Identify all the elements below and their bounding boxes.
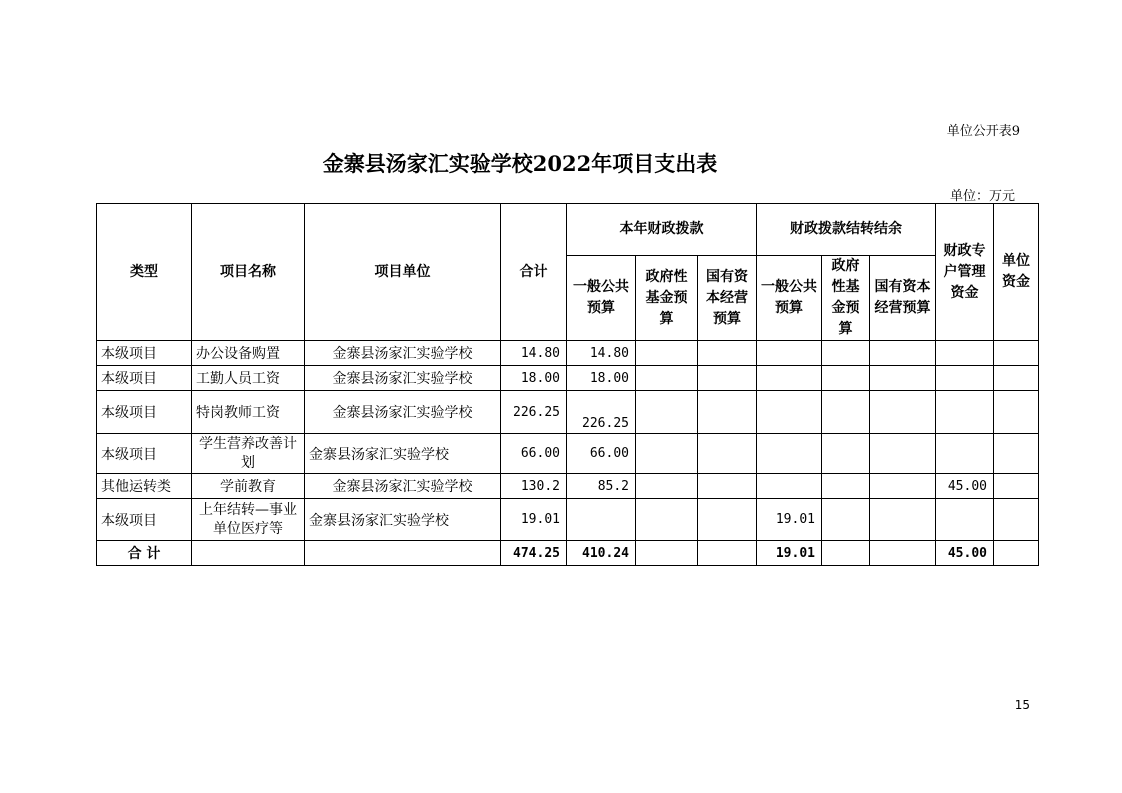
page-number: 15: [1014, 698, 1030, 712]
unit-label: 单位：万元: [949, 189, 1015, 204]
row-state-capital: [698, 434, 757, 474]
row-project-unit: 金寨县汤家汇实验学校: [305, 366, 501, 391]
summary-special-fund: 45.00: [936, 541, 994, 566]
row-unit-fund: [994, 474, 1039, 499]
row-project-name: 工勤人员工资: [192, 366, 305, 391]
summary-empty-name: [192, 541, 305, 566]
row-carryover-general: [757, 434, 822, 474]
summary-unit-fund: [994, 541, 1039, 566]
table-row: [97, 499, 1039, 541]
row-general-budget: 66.00: [567, 434, 636, 474]
row-carryover-gov-fund: [822, 366, 870, 391]
row-carryover-gov-fund: [822, 341, 870, 366]
row-general-budget: [567, 499, 636, 541]
row-carryover-state-capital: [870, 499, 936, 541]
row-gov-fund: [636, 499, 698, 541]
row-special-fund: [936, 366, 994, 391]
row-carryover-gov-fund: [822, 434, 870, 474]
summary-carryover-gov-fund: [822, 541, 870, 566]
row-carryover-general: [757, 341, 822, 366]
row-project-unit: 金寨县汤家汇实验学校: [305, 391, 501, 434]
row-gov-fund: [636, 474, 698, 499]
header-state-capital-budget: 国有资本经营预算: [698, 256, 757, 341]
summary-carryover-state-capital: [870, 541, 936, 566]
project-expenditure-table: [96, 203, 1039, 566]
row-special-fund: 45.00: [936, 474, 994, 499]
row-special-fund: [936, 499, 994, 541]
table-row: [97, 341, 1039, 366]
row-carryover-state-capital: [870, 366, 936, 391]
row-state-capital: [698, 499, 757, 541]
header-current-year-appropriation: 本年财政拨款: [567, 204, 757, 256]
row-type: 本级项目: [97, 499, 192, 541]
header-project-unit: 项目单位: [305, 204, 501, 341]
row-type: 本级项目: [97, 391, 192, 434]
row-carryover-gov-fund: [822, 474, 870, 499]
row-total: 18.00: [501, 366, 567, 391]
form-number: 单位公开表9: [946, 124, 1020, 139]
summary-empty-unit: [305, 541, 501, 566]
row-general-budget: 18.00: [567, 366, 636, 391]
header-general-public-budget: 一般公共预算: [567, 256, 636, 341]
row-unit-fund: [994, 366, 1039, 391]
header-carryover-state-capital-budget: 国有资本经营预算: [870, 256, 936, 341]
page-title: 金寨县汤家汇实验学校2022年项目支出表: [322, 151, 718, 176]
summary-total: 474.25: [501, 541, 567, 566]
summary-carryover-general: 19.01: [757, 541, 822, 566]
row-type: 本级项目: [97, 341, 192, 366]
header-government-fund-budget: 政府性基金预算: [636, 256, 698, 341]
row-type: 本级项目: [97, 434, 192, 474]
row-project-name: 上年结转—事业单位医疗等: [192, 499, 305, 541]
row-project-unit: 金寨县汤家汇实验学校: [305, 499, 501, 541]
header-unit-fund: 单位资金: [994, 204, 1039, 341]
header-row-1: [97, 204, 1039, 256]
header-project-name: 项目名称: [192, 204, 305, 341]
row-carryover-gov-fund: [822, 499, 870, 541]
row-total: 66.00: [501, 434, 567, 474]
row-project-name: 学前教育: [192, 474, 305, 499]
row-project-name: 办公设备购置: [192, 341, 305, 366]
row-total: 130.2: [501, 474, 567, 499]
row-state-capital: [698, 366, 757, 391]
header-type: 类型: [97, 204, 192, 341]
summary-general-budget: 410.24: [567, 541, 636, 566]
header-carryover-general-public-budget: 一般公共预算: [757, 256, 822, 341]
header-carryover-government-fund-budget: 政府性基金预算: [822, 256, 870, 341]
row-general-budget: 85.2: [567, 474, 636, 499]
row-unit-fund: [994, 434, 1039, 474]
row-total: 19.01: [501, 499, 567, 541]
row-carryover-general: [757, 391, 822, 434]
row-carryover-state-capital: [870, 391, 936, 434]
row-project-unit: 金寨县汤家汇实验学校: [305, 341, 501, 366]
header-total: 合计: [501, 204, 567, 341]
row-unit-fund: [994, 499, 1039, 541]
row-type: 其他运转类: [97, 474, 192, 499]
row-unit-fund: [994, 391, 1039, 434]
row-special-fund: [936, 391, 994, 434]
header-carryover-balance: 财政拨款结转结余: [757, 204, 936, 256]
row-gov-fund: [636, 434, 698, 474]
row-special-fund: [936, 341, 994, 366]
row-carryover-general: 19.01: [757, 499, 822, 541]
row-state-capital: [698, 391, 757, 434]
row-project-name: 特岗教师工资: [192, 391, 305, 434]
row-carryover-general: [757, 366, 822, 391]
row-general-budget: 226.25: [567, 391, 636, 434]
row-carryover-state-capital: [870, 434, 936, 474]
row-carryover-general: [757, 474, 822, 499]
row-gov-fund: [636, 341, 698, 366]
row-carryover-state-capital: [870, 341, 936, 366]
row-special-fund: [936, 434, 994, 474]
row-project-name: 学生营养改善计划: [192, 434, 305, 474]
table-row: [97, 474, 1039, 499]
summary-state-capital: [698, 541, 757, 566]
row-carryover-state-capital: [870, 474, 936, 499]
row-project-unit: 金寨县汤家汇实验学校: [305, 474, 501, 499]
table-row: [97, 391, 1039, 434]
row-unit-fund: [994, 341, 1039, 366]
table-row: [97, 434, 1039, 474]
row-gov-fund: [636, 391, 698, 434]
row-state-capital: [698, 474, 757, 499]
table-row: [97, 366, 1039, 391]
row-type: 本级项目: [97, 366, 192, 391]
row-state-capital: [698, 341, 757, 366]
summary-label: 合 计: [97, 541, 192, 566]
header-special-account-fund: 财政专户管理资金: [936, 204, 994, 341]
row-carryover-gov-fund: [822, 391, 870, 434]
summary-row: [97, 541, 1039, 566]
row-project-unit: 金寨县汤家汇实验学校: [305, 434, 501, 474]
row-gov-fund: [636, 366, 698, 391]
row-total: 226.25: [501, 391, 567, 434]
row-general-budget: 14.80: [567, 341, 636, 366]
row-total: 14.80: [501, 341, 567, 366]
summary-gov-fund: [636, 541, 698, 566]
